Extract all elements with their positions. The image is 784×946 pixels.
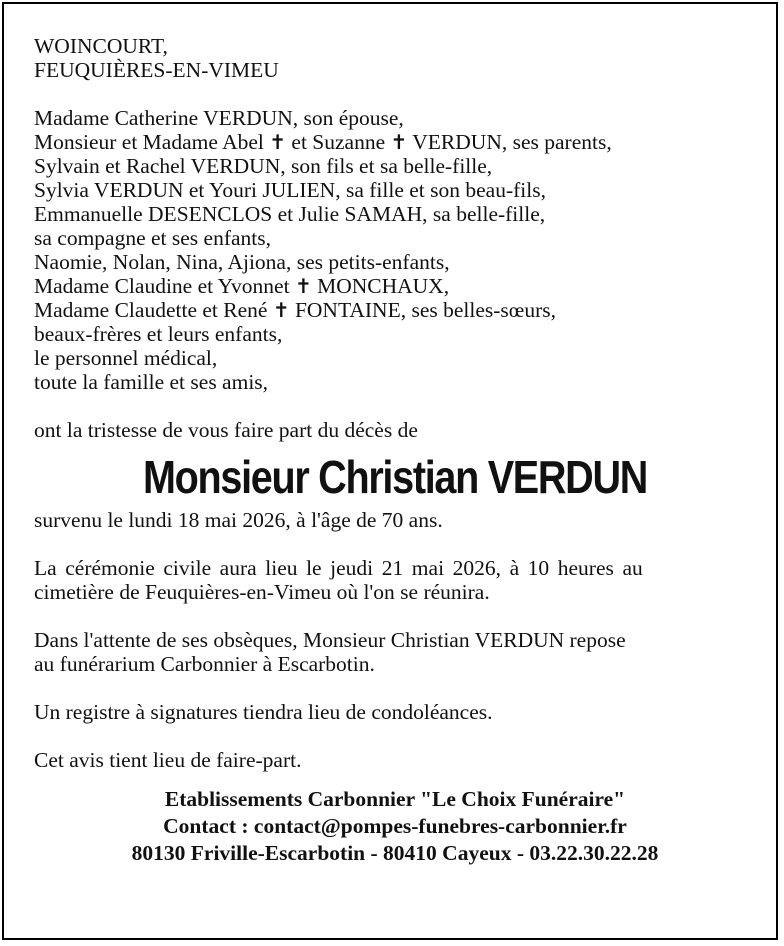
cross-icon: ✝: [272, 298, 290, 322]
family-member: sa compagne et ses enfants,: [34, 226, 272, 250]
ceremony-line: cimetière de Feuquières-en-Vimeu où l'on se réunira.: [34, 580, 490, 604]
spacer: [34, 532, 756, 556]
rest-line: au funérarium Carbonnier à Escarbotin.: [34, 652, 375, 676]
family-list: [34, 106, 756, 394]
family-member: Madame Claudette et René ✝ FONTAINE, ses belles-sœurs,: [34, 298, 556, 322]
spacer: [34, 82, 756, 106]
passing-text: survenu le lundi 18 mai 2026, à l'âge de 70 ans.: [34, 508, 443, 532]
announcement-text: ont la tristesse de vous faire part du décès de: [34, 418, 418, 442]
family-member: Monsieur et Madame Abel ✝ et Suzanne ✝ VERDUN, ses parents,: [34, 130, 612, 154]
spacer: [34, 604, 756, 628]
ceremony-line: La cérémonie civile aura lieu le jeudi 21 mai 2026, à 10 heures au: [34, 556, 643, 580]
spacer: [34, 772, 756, 786]
deceased-name: Monsieur Christian VERDUN: [142, 451, 648, 503]
location-line: WOINCOURT,: [34, 34, 168, 58]
address-line: 80130 Friville-Escarbotin - 80410 Cayeux - 03.22.30.22.28: [131, 841, 659, 865]
spacer: [34, 724, 756, 748]
notice-text: Cet avis tient lieu de faire-part.: [34, 748, 302, 772]
family-member: le personnel médical,: [34, 346, 218, 370]
cross-icon: ✝: [294, 274, 312, 298]
location-line: FEUQUIÈRES-EN-VIMEU: [34, 58, 279, 82]
rest-line: Dans l'attente de ses obsèques, Monsieur Christian VERDUN repose: [34, 628, 626, 652]
family-member: Naomie, Nolan, Nina, Ajiona, ses petits-enfants,: [34, 250, 450, 274]
company-name: Etablissements Carbonnier "Le Choix Funéraire": [164, 787, 626, 811]
family-member: Sylvia VERDUN et Youri JULIEN, sa fille et son beau-fils,: [34, 178, 546, 202]
obituary-notice: [2, 2, 778, 940]
family-member: Sylvain et Rachel VERDUN, son fils et sa belle-fille,: [34, 154, 493, 178]
family-member: beaux-frères et leurs enfants,: [34, 322, 283, 346]
spacer: [34, 676, 756, 700]
spacer: [34, 394, 756, 418]
family-member: toute la famille et ses amis,: [34, 370, 269, 394]
registry-text: Un registre à signatures tiendra lieu de condoléances.: [34, 700, 493, 724]
notice-body: [34, 34, 756, 867]
cross-icon: ✝: [269, 130, 287, 154]
contact-line: Contact : contact@pompes-funebres-carbonnier.fr: [163, 814, 627, 838]
funeral-home-footer: [34, 786, 756, 867]
cross-icon: ✝: [390, 130, 408, 154]
family-member: Madame Claudine et Yvonnet ✝ MONCHAUX,: [34, 274, 450, 298]
family-member: Emmanuelle DESENCLOS et Julie SAMAH, sa belle-fille,: [34, 202, 546, 226]
family-member: Madame Catherine VERDUN, son épouse,: [34, 106, 404, 130]
